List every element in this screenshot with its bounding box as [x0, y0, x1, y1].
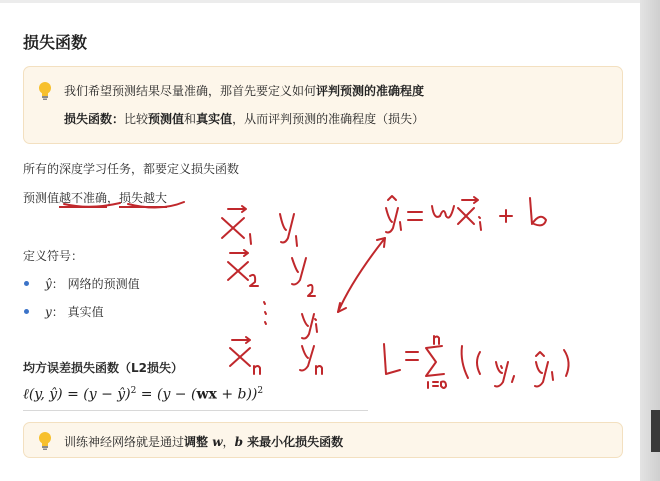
true-value-term: 真实值 — [196, 112, 233, 126]
predicted-value-term: 预测值 — [148, 112, 185, 126]
loss-function-label: 损失函数： — [64, 112, 125, 126]
formula-part: ℓ(y, ŷ) = (y − ŷ) — [23, 386, 131, 403]
handwritten-arrow — [338, 238, 385, 312]
underlined-phrase: 越不准确 — [59, 191, 107, 208]
paragraph-text: ， — [107, 191, 120, 205]
callout-text: 我们希望预测结果尽量准确，那首先要定义如何 — [64, 84, 317, 98]
summary-bold: 调整 — [184, 435, 213, 449]
summary-text: 训练神经网络就是通过 — [64, 435, 185, 449]
underlined-phrase: 损失越大 — [119, 191, 167, 208]
formula-part: + b)) — [216, 386, 258, 403]
handwritten-underline — [64, 202, 184, 208]
symbol-y: y — [45, 305, 52, 319]
symbol-w: w — [212, 435, 223, 449]
callout-text: 和 — [184, 112, 197, 126]
formula-exponent: 2 — [130, 386, 137, 396]
paragraph-1: 所有的深度学习任务，都要定义损失函数 — [23, 162, 240, 176]
callout-bold-text: 评判预测的准确程度 — [316, 84, 425, 98]
symbol-b: b — [234, 435, 243, 449]
mse-heading: 均方误差损失函数（L2损失） — [23, 361, 183, 375]
definition-text: ： 网络的预测值 — [51, 277, 140, 291]
side-handle[interactable] — [651, 410, 660, 452]
callout-text: 比较 — [124, 112, 149, 126]
formula-exponent: 2 — [257, 386, 264, 396]
formula-part: = (y − ( — [136, 386, 197, 403]
handwritten-loss-equation — [384, 336, 569, 388]
handwritten-x1-y1 — [222, 206, 297, 246]
handwritten-ellipsis — [264, 302, 266, 324]
handwritten-prediction-equation — [386, 196, 546, 233]
handwritten-yi — [302, 314, 317, 339]
summary-bold: 来最小化损失函数 — [242, 435, 344, 449]
formula-bold-wx: wx — [196, 386, 217, 403]
summary-text: ， — [222, 435, 235, 449]
paragraph-text: 预测值 — [23, 191, 60, 205]
definitions-heading: 定义符号： — [23, 249, 84, 263]
handwritten-x2-y2 — [228, 250, 315, 296]
handwritten-xn-yn — [230, 337, 322, 374]
symbol-y-hat: ŷ — [45, 277, 52, 291]
scroll-gutter — [640, 0, 660, 481]
callout-text: ，从而评判预测的准确程度（损失） — [232, 112, 425, 126]
page-title: 损失函数 — [23, 33, 88, 52]
definition-text: ： 真实值 — [51, 305, 104, 319]
